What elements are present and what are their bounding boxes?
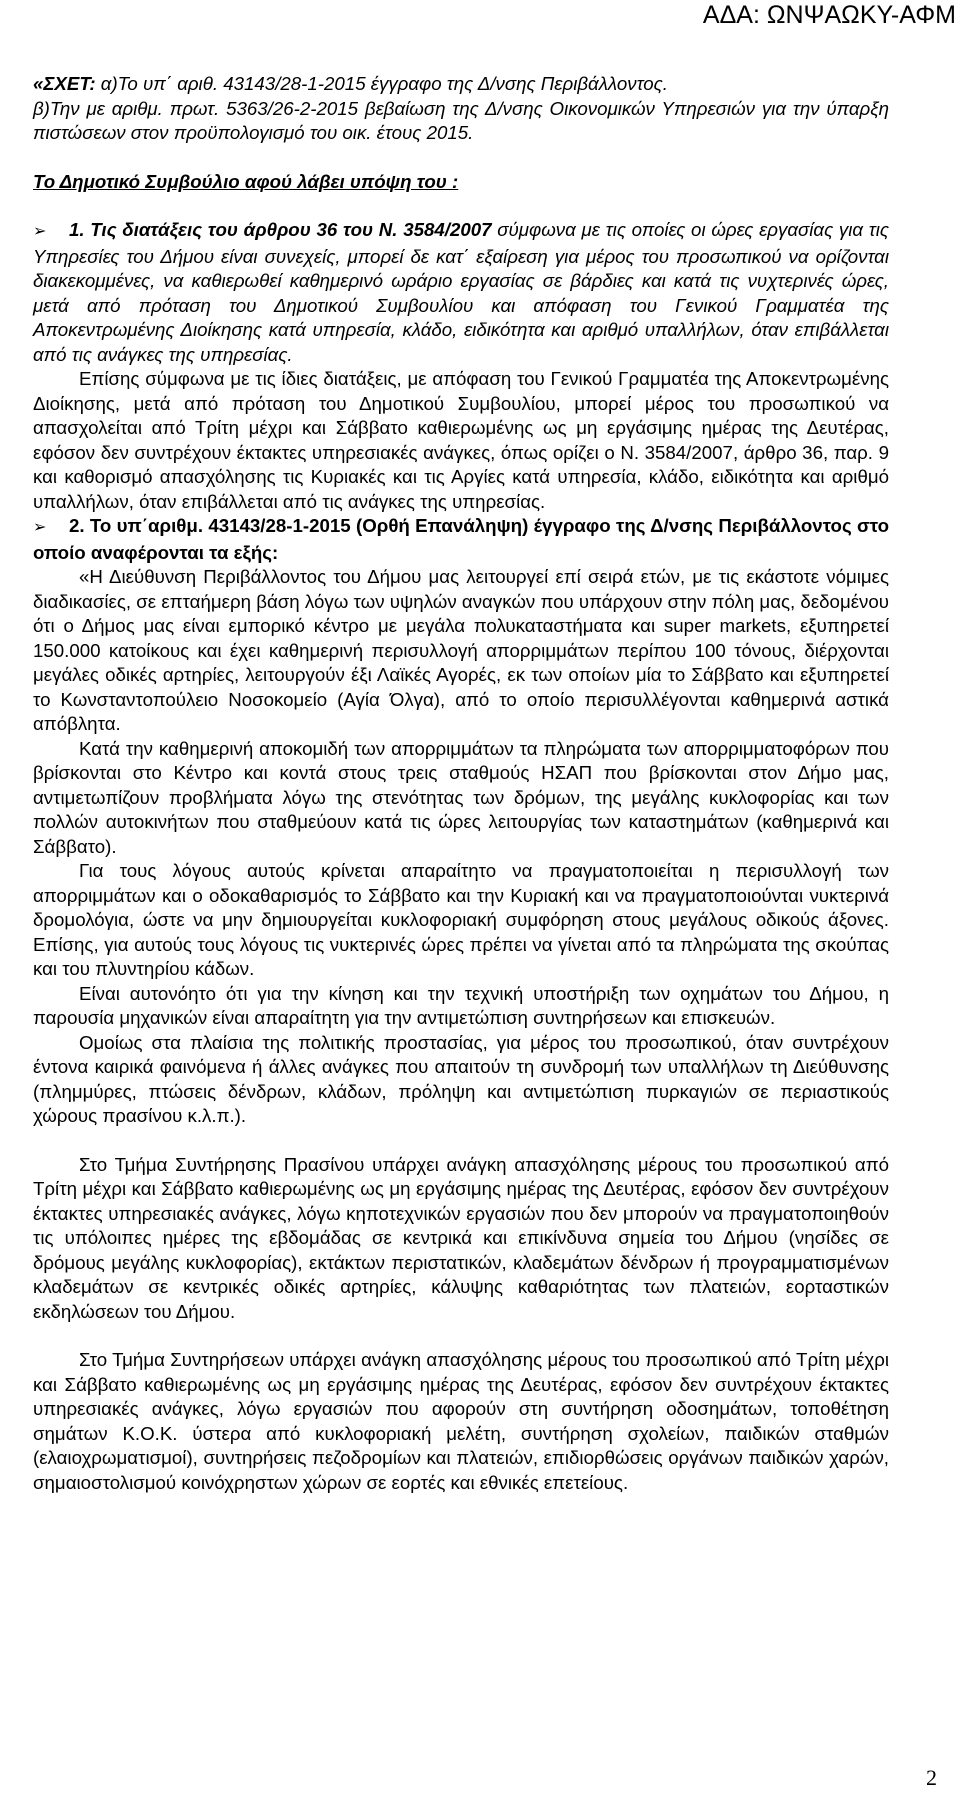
page-number: 2 xyxy=(926,1765,937,1790)
reference-block xyxy=(33,72,889,146)
item-1-title: 1. Τις διατάξεις του άρθρου 36 του Ν. 3584/2007 xyxy=(69,219,492,240)
item-2 xyxy=(33,514,889,565)
item-2-title: 2. Το υπ΄αριθμ. 43143/28-1-2015 (Ορθή Επανάληψη) έγγραφο της Δ/νσης Περιβάλλοντος στο οποίο αναφέρονται τα εξής: xyxy=(33,515,889,563)
item-1-text: σύμφωνα με τις οποίες οι ώρες εργασίας για τις Υπηρεσίες του Δήμου είναι συνεχείς, μπορεί δε κατ΄ εξαίρεση για μέρος του προσωπικού να ορίζονται διακεκομμένες, να καθιερωθεί καθημερινό ωράριο εργασίας σε βάρδιες και κατά τις νυχτερινές ώρες, μετά από πρόταση του Δημοτικού Συμβουλίου και απόφαση του Γενικού Γραμματέα της Αποκεντρωμένης Διοίκησης κατά υπηρεσία, κλάδο, ειδικότητα και αριθμό υπαλλήλων, όταν επιβάλλεται από τις ανάγκες της υπηρεσίας. xyxy=(33,219,889,365)
document-body xyxy=(33,72,889,1495)
item-1 xyxy=(33,218,889,367)
paragraph-4: Είναι αυτονόητο ότι για την κίνηση και την τεχνική υποστήριξη των οχημάτων του Δήμου, η παρουσία μηχανικών είναι απαραίτητη για την αντιμετώπιση συντηρήσεων και επισκευών. xyxy=(33,982,889,1028)
council-heading: Το Δημοτικό Συμβούλιο αφού λάβει υπόψη του : xyxy=(33,170,459,192)
paragraph-7: Στο Τμήμα Συντηρήσεων υπάρχει ανάγκη απασχόλησης μέρους του προσωπικού από Τρίτη μέχρι και Σάββατο καθιερωμένης ως μη εργάσιμης ημέρας της Δευτέρας, εφόσον δεν συντρέχουν έκτακτες υπηρεσιακές ανάγκες, λόγω εργασιών που αφορούν στη συντήρηση οδοσημάτων, τοποθέτηση σημάτων Κ.Ο.Κ. ύστερα από κυκλοφοριακή μελέτη, συντήρηση σχολείων, παιδικών σταθμών (ελαιοχρωματισμοί), συντηρήσεις πεζοδρομίων και πλατειών, επιδιορθώσεις οργάνων παιδικών χαρών, σημαιοστολισμού κοινόχρηστων χώρων σε εορτές και εθνικές επετείους. xyxy=(33,1349,889,1493)
reference-a: α)Το υπ΄ αριθ. 43143/28-1-2015 έγγραφο της Δ/νσης Περιβάλλοντος. xyxy=(95,73,668,94)
arrow-bullet-icon: ➢ xyxy=(33,519,47,536)
paragraph-6: Στο Τμήμα Συντήρησης Πρασίνου υπάρχει ανάγκη απασχόλησης μέρους του προσωπικού από Τρίτη μέχρι και Σάββατο καθιερωμένης ως μη εργάσιμης ημέρας της Δευτέρας, εφόσον δεν συντρέχουν έκτακτες υπηρεσιακές ανάγκες, λόγω κηποτεχνικών εργασιών που δεν μπορούν να πραγματοποιηθούν τις υπόλοιπες ημέρες της εβδομάδας σε κεντρικά και επικίνδυνα σημεία του Δήμου (νησίδες σε δρόμους μεγάλης κυκλοφορίας), εκτάκτων περιστατικών, κλαδεμάτων δένδρων ή προγραμματισμένων κλαδεμάτων σε κεντρικές οδικές αρτηρίες, κάλυψης καθαριότητας των πλατειών, εορταστικών εκδηλώσεων του Δήμου. xyxy=(33,1153,889,1322)
arrow-bullet-icon: ➢ xyxy=(33,223,47,240)
reference-label: «ΣΧΕΤ: xyxy=(33,73,96,94)
document-code-header: ΑΔΑ: ΩΝΨΑΩΚΥ-ΑΦΜ xyxy=(702,1,956,29)
paragraph-2: Κατά την καθημερινή αποκομιδή των απορριμμάτων τα πληρώματα των απορριμματοφόρων που βρίσκονται στο Κέντρο και κοντά στους τρεις σταθμούς ΗΣΑΠ που βρίσκονται στον Δήμο μας, αντιμετωπίζουν προβλήματα λόγω της στενότητας των δρόμων, της μεγάλης κυκλοφορίας και των πολλών αυτοκινήτων που σταθμεύουν κατά τις ώρες λειτουργίας των καταστημάτων (καθημερινά και Σάββατο). xyxy=(33,737,889,857)
paragraph-3: Για τους λόγους αυτούς κρίνεται απαραίτητο να πραγματοποιείται η περισυλλογή των απορριμμάτων και ο οδοκαθαρισμός το Σάββατο και την Κυριακή και να πραγματοποιούνται νυκτερινά δρομολόγια, ώστε να μην δημιουργείται κυκλοφοριακή συμφόρηση στους μεγάλους οδικούς άξονες. Επίσης, για αυτούς τους λόγους τις νυκτερινές ώρες πρέπει να γίνεται από τα πληρώματα της σκούπας και του πλυντηρίου κάδων. xyxy=(33,860,889,979)
item-1-paragraph-2: Επίσης σύμφωνα με τις ίδιες διατάξεις, με απόφαση του Γενικού Γραμματέα της Αποκεντρωμένης Διοίκησης, μετά από πρόταση του Δημοτικού Συμβουλίου, μπορεί μέρος του προσωπικού να απασχολείται από Τρίτη μέχρι και Σάββατο καθιερωμένης ως μη εργάσιμης ημέρας της Δευτέρας, εφόσον δεν συντρέχουν έκτακτες υπηρεσιακές ανάγκες, όπως ορίζει ο Ν. 3584/2007, άρθρο 36, παρ. 9 και καθορισμό απασχόλησης τις Κυριακές και τις Αργίες κατά υπηρεσία, κλάδο, ειδικότητα και αριθμό υπαλλήλων, όταν επιβάλλεται από τις ανάγκες της υπηρεσίας. xyxy=(33,368,889,512)
reference-line-1 xyxy=(33,72,889,97)
reference-b: β)Την με αριθμ. πρωτ. 5363/26-2-2015 βεβαίωση της Δ/νσης Οικονομικών Υπηρεσιών για την ύπαρξη πιστώσεων στον προϋπολογισμό του οικ. έτους 2015. xyxy=(33,97,889,143)
paragraph-1: «Η Διεύθυνση Περιβάλλοντος του Δήμου μας λειτουργεί επί σειρά ετών, με τις εκάστοτε νόμιμες διαδικασίες, σε επταήμερη βάση λόγω των υψηλών αναγκών που υπάρχουν στην πόλη μας, δεδομένου ότι ο Δήμος μας είναι εμπορικό κέντρο με μεγάλα πολυκαταστήματα και super markets, εξυπηρετεί 150.000 κατοίκους και έχει καθημερινή περισυλλογή απορριμμάτων περίπου 100 τόνους, διέρχονται μεγάλες οδικές αρτηρίες, λειτουργούν έξι Λαϊκές Αγορές, εκ των οποίων μία το Σάββατο και εξυπηρετεί το Κωνσταντοπούλειο Νοσοκομείο (Αγία Όλγα), από το οποίο περισυλλέγονται καθημερινά αστικά απόβλητα. xyxy=(33,566,889,734)
paragraph-5: Ομοίως στα πλαίσια της πολιτικής προστασίας, για μέρος του προσωπικού, όταν συντρέχουν έντονα καιρικά φαινόμενα ή άλλες ανάγκες που απαιτούν τη συνδρομή των υπαλλήλων τη Διεύθυνσης (πλημμύρες, πτώσεις δένδρων, κλάδων, πρόληψη και αντιμετώπιση πυρκαγιών σε περιαστικούς χώρους πρασίνου κ.λ.π.). xyxy=(33,1031,889,1126)
